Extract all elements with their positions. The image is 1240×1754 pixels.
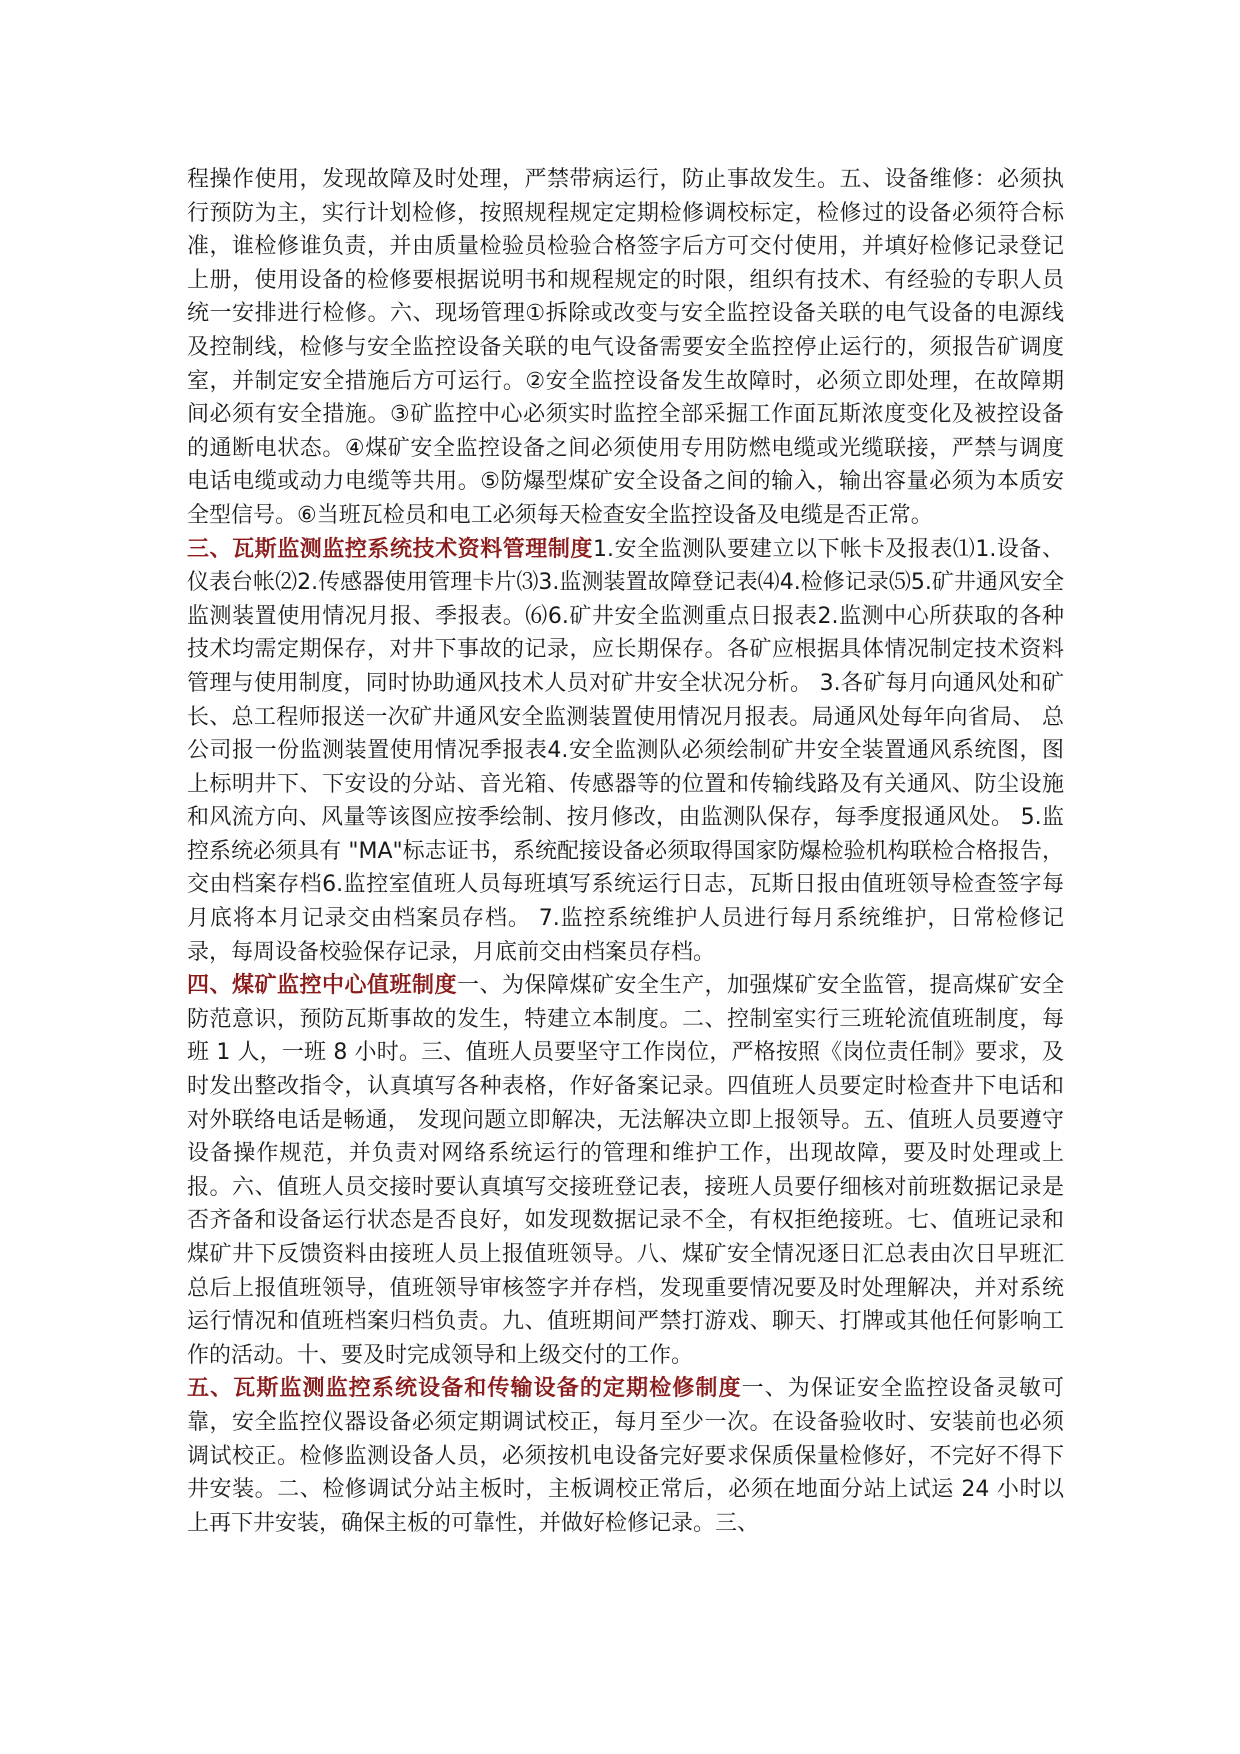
section-5-heading: 五、瓦斯监测监控系统设备和传输设备的定期检修制度 [187,1376,742,1402]
section-4-paragraph [187,969,1064,1372]
section-5-body: 一、为保证安全监控设备灵敏可靠，安全监控仪器设备必须定期调试校正，每月至少一次。在设备验收时、安装前也必须调试校正。检修监测设备人员，必须按机电设备完好要求保质保量检修好，不完好不得下井安装。二、检修调试分站主板时，主板调校正常后，必须在地面分站上试运 24 小时以上再下井安装，确保主板的可靠性，并做好检修记录。三、 [187,1376,1064,1536]
intro-text: 程操作使用，发现故障及时处理，严禁带病运行，防止事故发生。五、设备维修：必须执行预防为主，实行计划检修，按照规程规定定期检修调校标定，检修过的设备必须符合标准，谁检修谁负责，并由质量检验员检验合格签字后方可交付使用，并填好检修记录登记上册，使用设备的检修要根据说明书和规程规定的时限，组织有技术、有经验的专职人员统一安排进行检修。六、现场管理①拆除或改变与安全监控设备关联的电气设备的电源线及控制线，检修与安全监控设备关联的电气设备需要安全监控停止运行的，须报告矿调度室，并制定安全措施后方可运行。②安全监控设备发生故障时，必须立即处理，在故障期间必须有安全措施。③矿监控中心必须实时监控全部采掘工作面瓦斯浓度变化及被控设备的通断电状态。④煤矿安全监控设备之间必须使用专用防燃电缆或光缆联接，严禁与调度电话电缆或动力电缆等共用。⑤防爆型煤矿安全设备之间的输入，输出容量必须为本质安全型信号。⑥当班瓦检员和电工必须每天检查安全监控设备及电缆是否正常。 [187,167,1064,528]
intro-paragraph [187,163,1064,533]
section-4-body: 一、为保障煤矿安全生产，加强煤矿安全监管，提高煤矿安全防范意识，预防瓦斯事故的发生，特建立本制度。二、控制室实行三班轮流值班制度，每班 1 人，一班 8 小时。三、值班人员要坚守工作岗位，严格按照《岗位责任制》要求，及时发出整改指令，认真填写各种表格，作好备案记录。四值班人员要定时检查井下电话和对外联络电话是畅通， 发现问题立即解决，无法解决立即上报领导。五、值班人员要遵守设备操作规范，并负责对网络系统运行的管理和维护工作，出现故障，要及时处理或上报。六、值班人员交接时要认真填写交接班登记表，接班人员要仔细核对前班数据记录是否齐备和设备运行状态是否良好，如发现数据记录不全，有权拒绝接班。七、值班记录和煤矿井下反馈资料由接班人员上报值班领导。八、煤矿安全情况逐日汇总表由次日早班汇总后上报值班领导，值班领导审核签字并存档，发现重要情况要及时处理解决，并对系统运行情况和值班档案归档负责。九、值班期间严禁打游戏、聊天、打牌或其他任何影响工作的活动。十、要及时完成领导和上级交付的工作。 [187,973,1064,1368]
section-3-paragraph [187,533,1064,970]
section-5-paragraph [187,1372,1064,1540]
section-4-heading: 四、煤矿监控中心值班制度 [187,973,457,999]
section-3-heading: 三、瓦斯监测监控系统技术资料管理制度 [187,536,593,562]
section-3-body: 1.安全监测队要建立以下帐卡及报表⑴1.设备、仪表台帐⑵2.传感器使用管理卡片⑶3.监测装置故障登记表⑷4.检修记录⑸5.矿井通风安全监测装置使用情况月报、季报表。⑹6.矿井安全监测重点日报表2.监测中心所获取的各种技术均需定期保存，对井下事故的记录，应长期保存。各矿应根据具体情况制定技术资料管理与使用制度，同时协助通风技术人员对矿井安全状况分析。 3.各矿每月向通风处和矿长、总工程师报送一次矿井通风安全监测装置使用情况月报表。局通风处每年向省局、 总公司报一份监测装置使用情况季报表4.安全监测队必须绘制矿井安全装置通风系统图，图上标明井下、下安设的分站、音光箱、传感器等的位置和传输线路及有关通风、防尘设施和风流方向、风量等该图应按季绘制、按月修改，由监测队保存，每季度报通风处。 5.监控系统必须具有 "MA"标志证书，系统配接设备必须取得国家防爆检验机构联检合格报告，交由档案存档6.监控室值班人员每班填写系统运行日志，瓦斯日报由值班领导检查签字每月底将本月记录交由档案员存档。 7.监控系统维护人员进行每月系统维护，日常检修记录，每周设备校验保存记录，月底前交由档案员存档。 [187,536,1064,965]
